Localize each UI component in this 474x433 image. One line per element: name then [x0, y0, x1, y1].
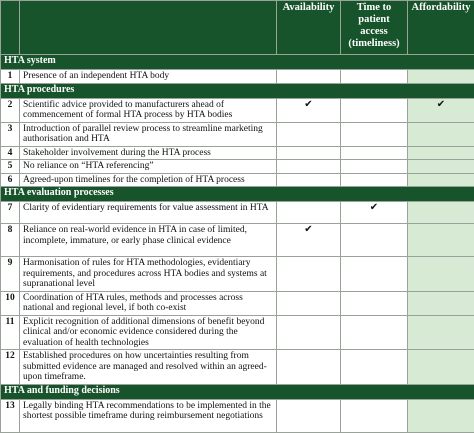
empty-cell	[277, 146, 341, 160]
empty-cell	[408, 315, 474, 350]
header-affordability: Affordability	[408, 1, 474, 55]
table-header	[1, 1, 474, 55]
header-time-to-access: Time to patient access (timeliness)	[341, 1, 408, 55]
checkmark-icon: ✔	[341, 202, 408, 224]
header-availability: Availability	[277, 1, 341, 55]
empty-cell	[341, 98, 408, 122]
row-number: 11	[1, 315, 20, 350]
row-number: 4	[1, 146, 20, 160]
empty-cell	[408, 399, 474, 432]
empty-cell	[408, 202, 474, 224]
empty-cell	[341, 399, 408, 432]
table-row	[1, 70, 474, 84]
empty-cell	[277, 173, 341, 187]
criterion-text: Scientific advice provided to manufacturers ahead of commencement of formal HTA process by HTA bodies	[20, 98, 277, 122]
table-row	[1, 350, 474, 385]
empty-cell	[408, 160, 474, 174]
table-row	[1, 160, 474, 174]
empty-cell	[408, 257, 474, 292]
empty-cell	[408, 350, 474, 385]
empty-cell	[277, 70, 341, 84]
row-number: 2	[1, 98, 20, 122]
criterion-text: Established procedures on how uncertainties resulting from submitted evidence are managed and resolved within an agreed-upon timeframe.	[20, 350, 277, 385]
section-title: HTA and funding decisions	[1, 384, 474, 399]
empty-cell	[341, 224, 408, 257]
table-row	[1, 146, 474, 160]
criterion-text: No reliance on “HTA referencing”	[20, 160, 277, 174]
criterion-text: Stakeholder involvement during the HTA process	[20, 146, 277, 160]
row-number: 8	[1, 224, 20, 257]
section-row	[1, 83, 474, 98]
header-number-cell	[1, 1, 20, 55]
table-body	[1, 55, 474, 433]
empty-cell	[277, 291, 341, 315]
section-title: HTA system	[1, 55, 474, 70]
header-row	[1, 1, 474, 55]
empty-cell	[408, 70, 474, 84]
empty-cell	[277, 315, 341, 350]
section-row	[1, 384, 474, 399]
empty-cell	[277, 122, 341, 146]
table-row	[1, 202, 474, 224]
criterion-text: Legally binding HTA recommendations to be implemented in the shortest possible timeframe during reimbursement negotiations	[20, 399, 277, 432]
empty-cell	[341, 315, 408, 350]
row-number: 12	[1, 350, 20, 385]
empty-cell	[341, 146, 408, 160]
empty-cell	[408, 122, 474, 146]
criterion-text: Introduction of parallel review process to streamline marketing authorisation and HTA	[20, 122, 277, 146]
row-number: 5	[1, 160, 20, 174]
section-title: HTA procedures	[1, 83, 474, 98]
empty-cell	[408, 146, 474, 160]
row-number: 1	[1, 70, 20, 84]
empty-cell	[408, 291, 474, 315]
table-row	[1, 399, 474, 432]
table-row	[1, 257, 474, 292]
row-number: 3	[1, 122, 20, 146]
criterion-text: Clarity of evidentiary requirements for value assessment in HTA	[20, 202, 277, 224]
section-row	[1, 55, 474, 70]
row-number: 10	[1, 291, 20, 315]
empty-cell	[341, 70, 408, 84]
empty-cell	[341, 173, 408, 187]
table-row	[1, 291, 474, 315]
checkmark-icon: ✔	[408, 98, 474, 122]
row-number: 7	[1, 202, 20, 224]
section-row	[1, 187, 474, 202]
criterion-text: Agreed-upon timelines for the completion of HTA process	[20, 173, 277, 187]
table-row	[1, 98, 474, 122]
row-number: 6	[1, 173, 20, 187]
empty-cell	[277, 202, 341, 224]
criterion-text: Explicit recognition of additional dimensions of benefit beyond clinical and/or economic evidence considered during the evaluation of health technologies	[20, 315, 277, 350]
empty-cell	[341, 122, 408, 146]
table-row	[1, 224, 474, 257]
empty-cell	[341, 350, 408, 385]
checkmark-icon: ✔	[277, 224, 341, 257]
empty-cell	[408, 173, 474, 187]
empty-cell	[341, 160, 408, 174]
empty-cell	[341, 291, 408, 315]
row-number: 9	[1, 257, 20, 292]
table-row	[1, 122, 474, 146]
criterion-text: Presence of an independent HTA body	[20, 70, 277, 84]
header-criterion-cell	[20, 1, 277, 55]
checkmark-icon: ✔	[277, 98, 341, 122]
empty-cell	[277, 350, 341, 385]
section-title: HTA evaluation processes	[1, 187, 474, 202]
criterion-text: Harmonisation of rules for HTA methodologies, evidentiary requirements, and procedures across HTA bodies and systems at supranational level	[20, 257, 277, 292]
criterion-text: Coordination of HTA rules, methods and processes across national and regional level, if both co-exist	[20, 291, 277, 315]
empty-cell	[277, 160, 341, 174]
criterion-text: Reliance on real-world evidence in HTA in case of limited, incomplete, immature, or early phase clinical evidence	[20, 224, 277, 257]
row-number: 13	[1, 399, 20, 432]
empty-cell	[277, 399, 341, 432]
empty-cell	[277, 257, 341, 292]
empty-cell	[408, 224, 474, 257]
empty-cell	[341, 257, 408, 292]
table-row	[1, 173, 474, 187]
table-row	[1, 315, 474, 350]
